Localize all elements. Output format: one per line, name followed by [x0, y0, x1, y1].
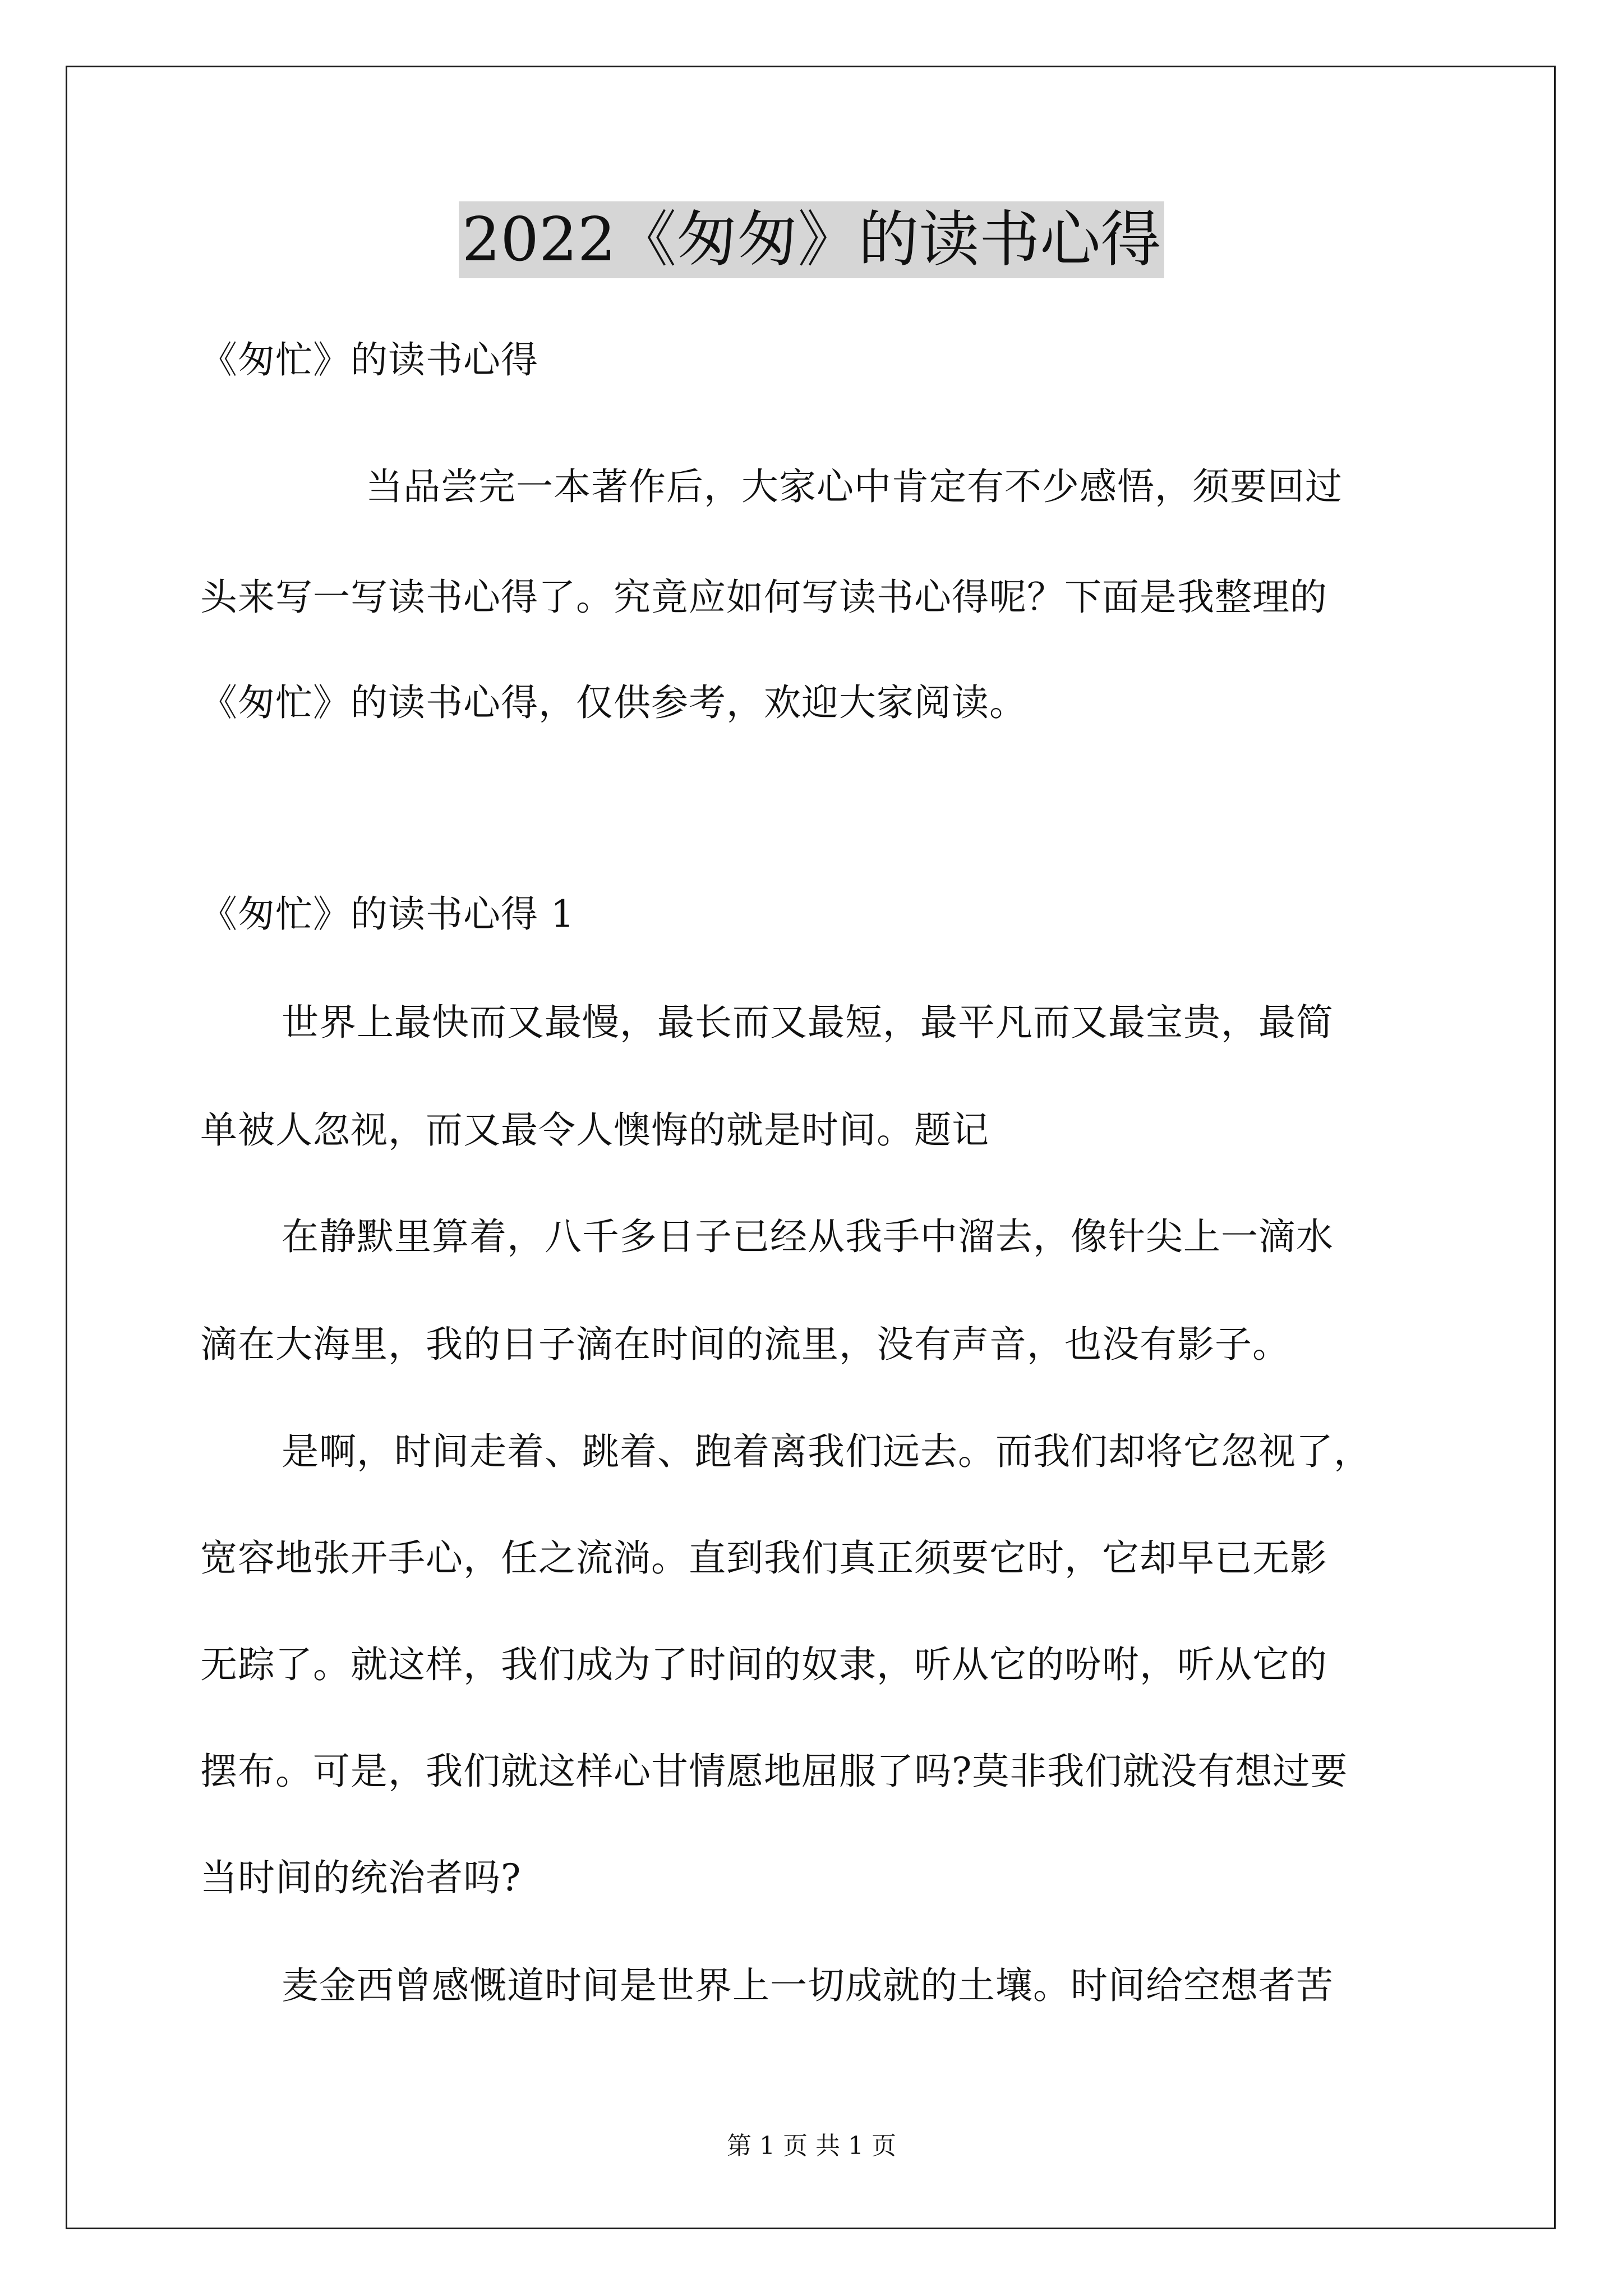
paragraph-line: 宽容地张开手心，任之流淌。直到我们真正须要它时，它却早已无影 [200, 1536, 1327, 1580]
paragraph-line: 是啊，时间走着、跳着、跑着离我们远去。而我们却将它忽视了， [282, 1430, 1371, 1473]
paragraph-line: 当时间的统治者吗? [200, 1856, 522, 1899]
paragraph-line: 《匆忙》的读书心得，仅供参考，欢迎大家阅读。 [200, 681, 1027, 724]
section-heading: 《匆忙》的读书心得 1 [200, 892, 575, 936]
document-title: 2022《匆匆》的读书心得 [0, 201, 1623, 279]
paragraph-line: 单被人忽视，而又最令人懊悔的就是时间。题记 [200, 1108, 989, 1152]
paragraph-line: 在静默里算着，八千多日子已经从我手中溜去，像针尖上一滴水 [282, 1215, 1334, 1258]
paragraph-line: 头来写一写读书心得了。究竟应如何写读书心得呢？下面是我整理的 [200, 576, 1327, 619]
paragraph-line: 无踪了。就这样，我们成为了时间的奴隶，听从它的吩咐，听从它的 [200, 1643, 1327, 1686]
paragraph-line: 世界上最快而又最慢，最长而又最短，最平凡而又最宝贵，最简 [282, 1001, 1334, 1044]
page-footer: 第 1 页 共 1 页 [727, 2132, 896, 2160]
paragraph-line: 滴在大海里，我的日子滴在时间的流里，没有声音，也没有影子。 [200, 1323, 1290, 1366]
section-heading: 《匆忙》的读书心得 [200, 338, 538, 381]
paragraph-line: 摆布。可是，我们就这样心甘情愿地屈服了吗?莫非我们就没有想过要 [200, 1750, 1348, 1793]
paragraph-line: 当品尝完一本著作后，大家心中肯定有不少感悟，须要回过 [366, 465, 1343, 508]
paragraph-line: 麦金西曾感慨道时间是世界上一切成就的土壤。时间给空想者苦 [282, 1964, 1334, 2007]
